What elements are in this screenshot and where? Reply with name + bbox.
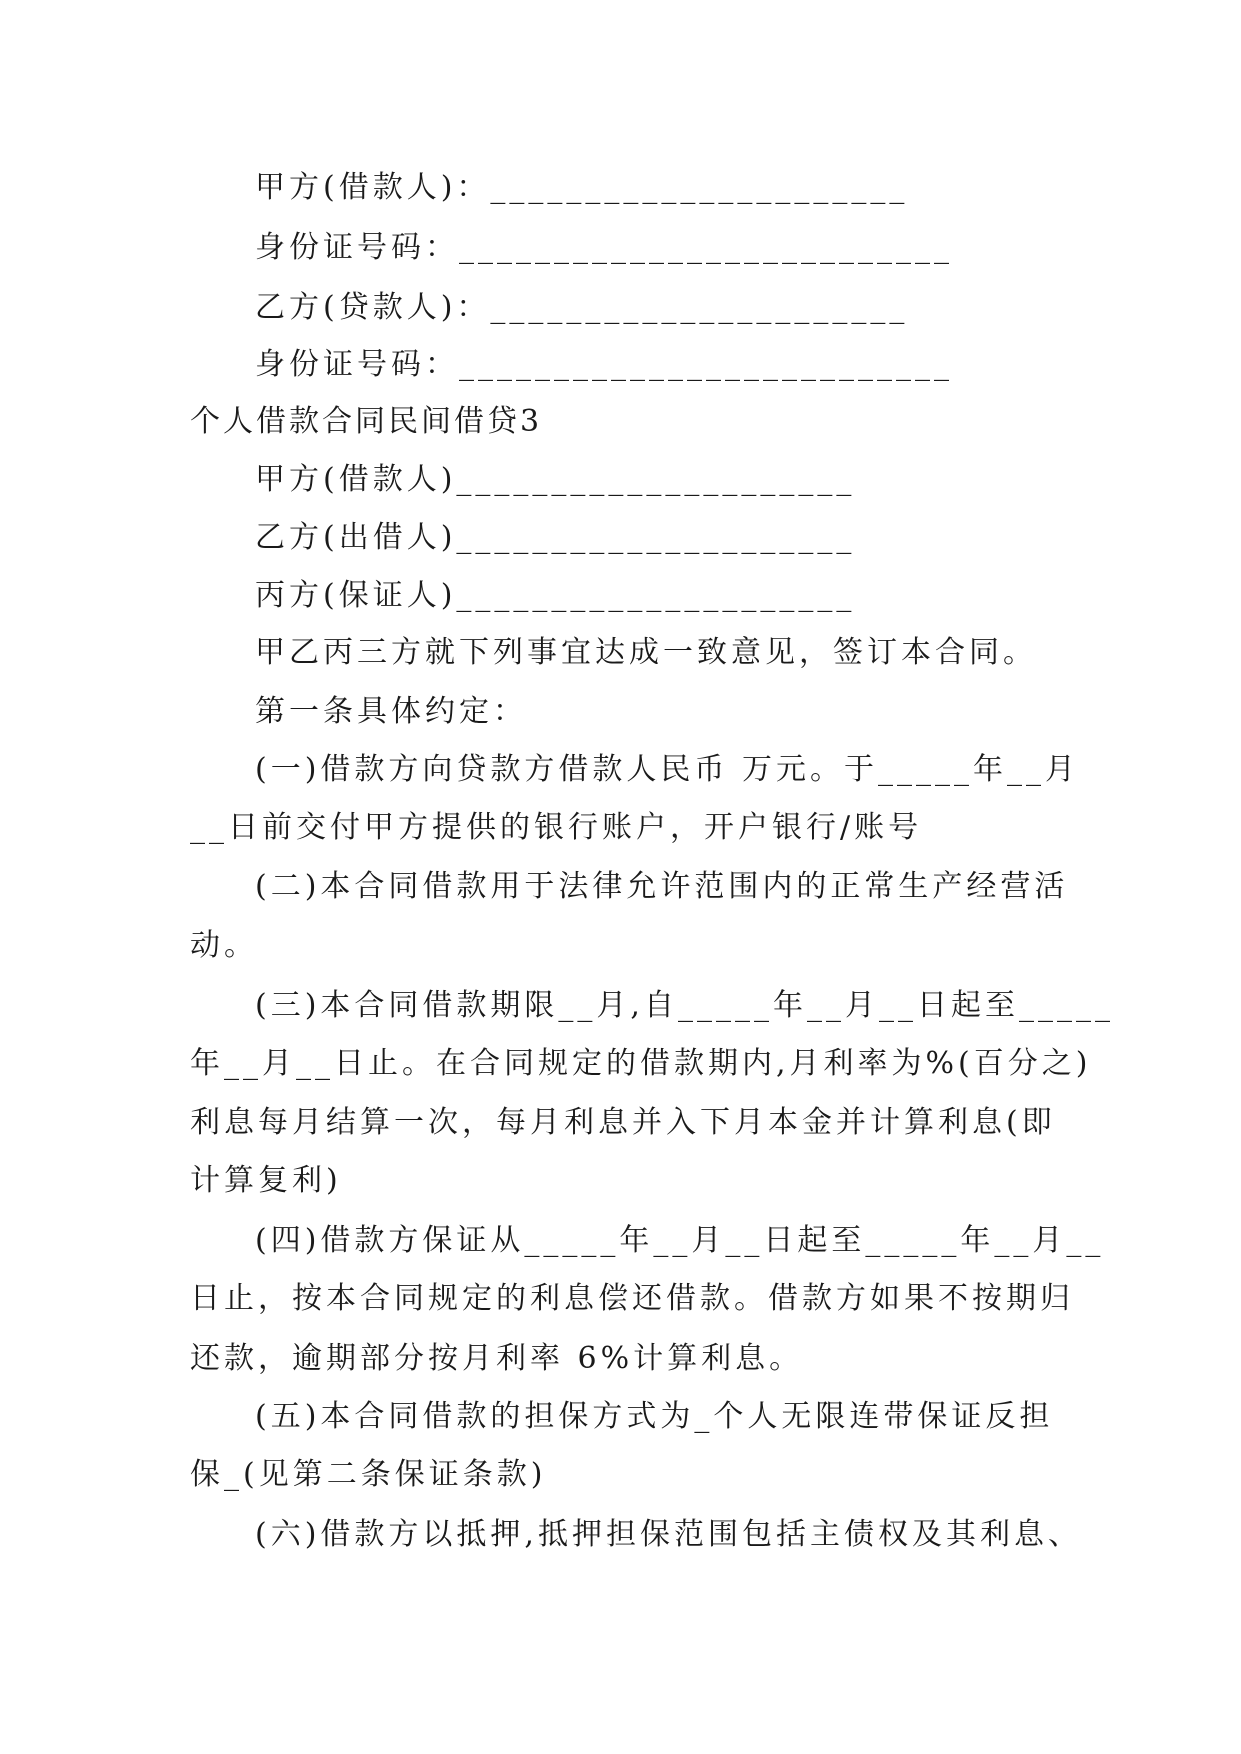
article-one-heading: 第一条具体约定： [255,694,527,729]
clause-2-line-1: (二)本合同借款用于法律允许范围内的正常生产经营活 [255,869,1069,904]
clause-4-line-3: 还款，逾期部分按月利率 6%计算利息。 [190,1341,804,1376]
clause-3-line-2: 年__月__日止。在合同规定的借款期内,月利率为%(百分之) [190,1046,1092,1081]
clause-3-line-4: 计算复利) [190,1163,342,1198]
clause-4-line-1: (四)借款方保证从_____年__月__日起至_____年__月__ [255,1223,1105,1258]
party-a-line: 甲方(借款人)_____________________ [255,462,856,497]
clause-1-line-1: (一)借款方向贷款方借款人民币 万元。于_____年__月 [255,752,1079,787]
clause-3-line-3: 利息每月结算一次，每月利息并入下月本金并计算利息(即 [190,1105,1056,1140]
party-b-line: 乙方(出借人)_____________________ [255,520,856,555]
clause-3-line-1: (三)本合同借款期限__月,自_____年__月__日起至_____ [255,988,1114,1023]
lender-b-line: 乙方(贷款人)：______________________ [255,290,909,325]
party-c-line: 丙方(保证人)_____________________ [255,578,856,613]
section-title: 个人借款合同民间借贷3 [190,404,543,439]
borrower-a-line: 甲方(借款人)：______________________ [255,170,909,205]
clause-4-line-2: 日止，按本合同规定的利息偿还借款。借款方如果不按期归 [190,1281,1074,1316]
agreement-intro: 甲乙丙三方就下列事宜达成一致意见，签订本合同。 [255,635,1037,670]
clause-6-line-1: (六)借款方以抵押,抵押担保范围包括主债权及其利息、 [255,1517,1082,1552]
id-number-b-line: 身份证号码：__________________________ [255,347,953,382]
clause-5-line-1: (五)本合同借款的担保方式为_个人无限连带保证反担 [255,1399,1054,1434]
clause-5-line-2: 保_(见第二条保证条款) [190,1457,547,1492]
clause-1-line-2: __日前交付甲方提供的银行账户，开户银行/账号 [190,810,923,845]
clause-2-line-2: 动。 [190,928,258,963]
id-number-a-line: 身份证号码：__________________________ [255,230,953,265]
